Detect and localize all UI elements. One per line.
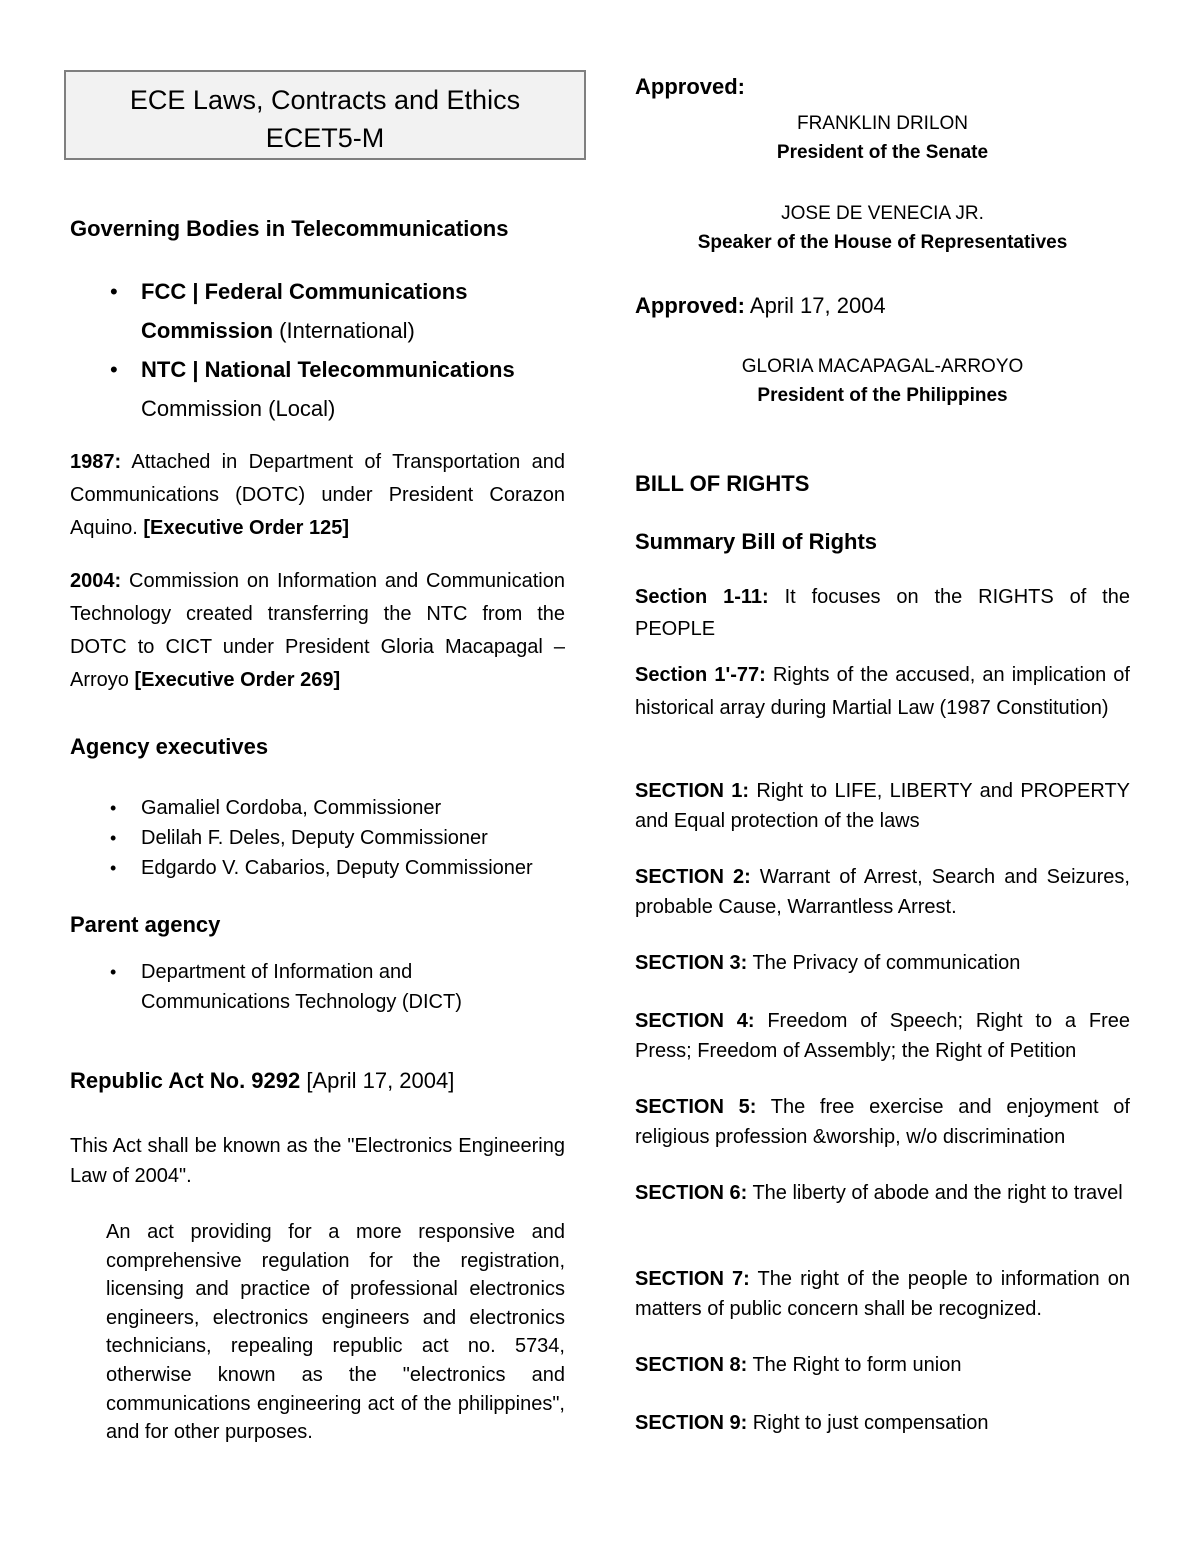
section-label: SECTION 8: xyxy=(635,1354,748,1376)
ntc-name: NTC | National Telecommunications xyxy=(141,357,515,382)
parent-agency-line1: Department of Information and xyxy=(141,961,413,983)
section-item xyxy=(635,1006,1130,1066)
year-label: 1987: xyxy=(70,451,122,473)
list-item xyxy=(70,793,570,823)
signatory-title: Speaker of the House of Representatives xyxy=(697,232,1068,253)
list-item-fcc xyxy=(70,272,570,350)
section-item xyxy=(635,948,1130,978)
bullet-icon: • xyxy=(110,858,117,878)
section-item xyxy=(635,1264,1130,1324)
section-item xyxy=(635,1408,1130,1438)
course-code: ECET5-M xyxy=(265,123,385,153)
signatory-president xyxy=(635,352,1130,410)
section-text: Right to LIFE, LIBERTY and PROPERTY and Equal protection of the laws xyxy=(635,780,1130,832)
section-item xyxy=(635,1092,1130,1152)
section-text: Warrant of Arrest, Search and Seizures, probable Cause, Warrantless Arrest. xyxy=(635,866,1130,918)
bullet-icon: • xyxy=(110,279,118,304)
signatory-title: President of the Philippines xyxy=(757,385,1008,406)
approved-date-line xyxy=(635,293,886,319)
list-item xyxy=(70,853,570,883)
parent-agency-line2: Communications Technology (DICT) xyxy=(141,991,462,1013)
section-text: It focuses on the RIGHTS of the PEOPLE xyxy=(635,586,1130,640)
section-label: SECTION 2: xyxy=(635,866,751,888)
ra-heading-line xyxy=(70,1068,454,1094)
summary-heading: Summary Bill of Rights xyxy=(635,529,878,554)
bullet-icon: • xyxy=(110,962,117,982)
signatory-name: GLORIA MACAPAGAL-ARROYO xyxy=(741,356,1024,377)
section-text: The Right to form union xyxy=(747,1354,962,1376)
section-label: SECTION 7: xyxy=(635,1268,750,1290)
agency-executive: Gamaliel Cordoba, Commissioner xyxy=(141,797,442,819)
section-label: Section 1-11: xyxy=(635,586,769,608)
signatory-house xyxy=(635,199,1130,257)
bullet-icon: • xyxy=(110,798,117,818)
approved-label: Approved: xyxy=(635,74,745,99)
list-item xyxy=(70,957,570,1017)
ntc-scope: Commission (Local) xyxy=(141,396,336,421)
para-2004 xyxy=(70,565,565,697)
agency-executive: Delilah F. Deles, Deputy Commissioner xyxy=(141,827,488,849)
signatory-senate xyxy=(635,109,1130,167)
section-text: The liberty of abode and the right to travel xyxy=(747,1182,1123,1204)
fcc-scope: (International) xyxy=(273,318,415,343)
section-item xyxy=(635,659,1130,724)
agency-executive: Edgardo V. Cabarios, Deputy Commissioner xyxy=(141,857,533,879)
ra-known-as: This Act shall be known as the "Electronics Engineering Law of 2004". xyxy=(70,1135,565,1187)
ra-quote: An act providing for a more responsive and comprehensive regulation for the registration, licensing and practice of professional electronics engineers, electronics engineers and electronics technicians, repealing republic act no. 5734, otherwise known as the "electronics and communications engineering act of the philippines", and for other purposes. xyxy=(106,1221,565,1444)
section-label: SECTION 4: xyxy=(635,1010,755,1032)
course-title: ECE Laws, Contracts and Ethics xyxy=(129,85,521,115)
section-item xyxy=(635,581,1130,645)
bullet-icon: • xyxy=(110,357,118,382)
para-1987 xyxy=(70,446,565,545)
approved-label: Approved: xyxy=(635,293,745,318)
section-text: The Privacy of communication xyxy=(747,952,1021,974)
section-text: The free exercise and enjoyment of religious profession &worship, w/o discrimination xyxy=(635,1096,1130,1148)
section-item xyxy=(635,776,1130,836)
bullet-icon: • xyxy=(110,828,117,848)
signatory-name: JOSE DE VENECIA JR. xyxy=(781,203,984,224)
executive-order: [Executive Order 269] xyxy=(134,669,341,691)
section-text: Right to just compensation xyxy=(747,1412,989,1434)
section-label: SECTION 3: xyxy=(635,952,748,974)
section-label: SECTION 9: xyxy=(635,1412,748,1434)
ra-date: [April 17, 2004] xyxy=(300,1068,455,1093)
section-label: SECTION 5: xyxy=(635,1096,757,1118)
agency-heading: Agency executives xyxy=(70,734,269,759)
section-item xyxy=(635,1350,1130,1380)
para-text: Attached in Department of Transportation and Communications (DOTC) under President Corazon Aquino. xyxy=(70,451,565,539)
section-item xyxy=(635,1178,1130,1208)
governing-heading: Governing Bodies in Telecommunications xyxy=(70,216,509,241)
section-label: SECTION 6: xyxy=(635,1182,748,1204)
approved-date: April 17, 2004 xyxy=(745,293,886,318)
parent-heading: Parent agency xyxy=(70,912,221,937)
section-item xyxy=(635,862,1130,922)
parent-list xyxy=(70,957,570,1017)
fcc-name: FCC | Federal Communications xyxy=(141,279,468,304)
section-label: Section 1'-77: xyxy=(635,664,766,686)
section-label: SECTION 1: xyxy=(635,780,750,802)
bill-of-rights-heading: BILL OF RIGHTS xyxy=(635,471,810,496)
section-text: The right of the people to information on matters of public concern shall be recognized. xyxy=(635,1268,1130,1320)
para-text: Commission on Information and Communication Technology created transferring the NTC from the DOTC to CICT under President Gloria Macapagal –Arroyo xyxy=(70,570,565,691)
year-label: 2004: xyxy=(70,570,122,592)
section-text: Rights of the accused, an implication of historical array during Martial Law (1987 Constitution) xyxy=(635,664,1130,719)
list-item xyxy=(70,823,570,853)
section-text: Freedom of Speech; Right to a Free Press; Freedom of Assembly; the Right of Petition xyxy=(635,1010,1130,1062)
signatory-name: FRANKLIN DRILON xyxy=(796,113,969,134)
signatory-title: President of the Senate xyxy=(776,142,989,163)
executive-order: [Executive Order 125] xyxy=(143,517,350,539)
ra-heading: Republic Act No. 9292 xyxy=(70,1068,301,1093)
list-item-ntc xyxy=(70,350,570,428)
agency-list xyxy=(70,793,570,883)
course-title-box xyxy=(64,70,586,160)
governing-list xyxy=(70,272,570,428)
fcc-name-cont: Commission xyxy=(141,318,274,343)
